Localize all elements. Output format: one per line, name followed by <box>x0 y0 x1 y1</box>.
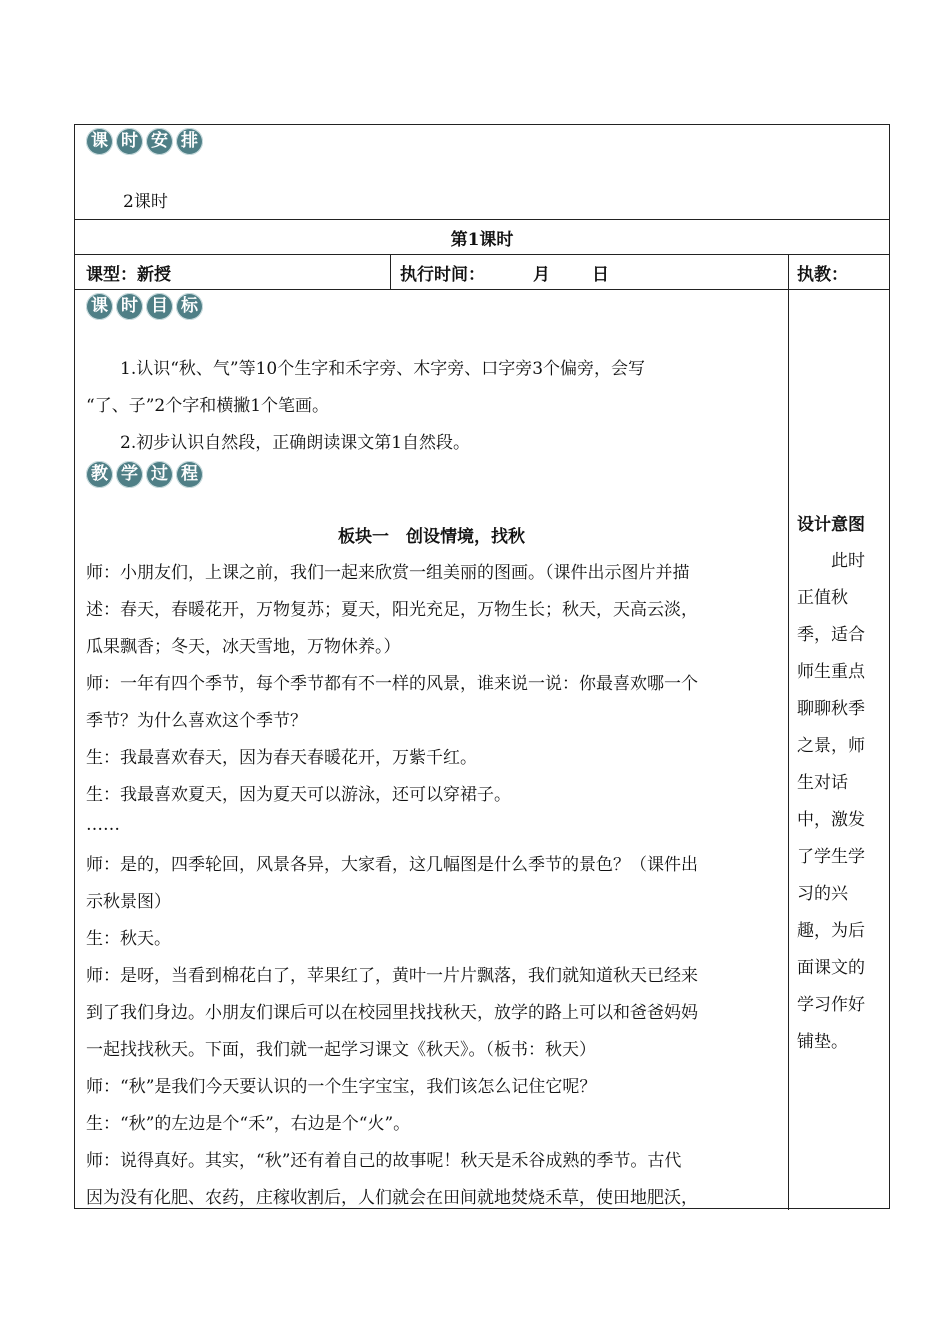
design-intent-line: 了学生学 <box>797 847 865 867</box>
badge-char: 程 <box>176 461 203 488</box>
teacher-label: 执教： <box>797 265 848 285</box>
design-intent-line: 季，适合 <box>797 625 865 645</box>
goal-line: 2.初步认识自然段，正确朗读课文第1自然段。 <box>120 433 471 453</box>
design-intent-line: 聊聊秋季 <box>797 699 865 719</box>
process-line: 师：一年有四个季节，每个季节都有不一样的风景，谁来说一说：你最喜欢哪一个 <box>86 674 698 694</box>
process-line: 师：小朋友们，上课之前，我们一起来欣赏一组美丽的图画。（课件出示图片并描 <box>86 563 690 583</box>
design-intent-line: 生对话 <box>797 773 848 793</box>
badge-char: 课 <box>86 128 113 155</box>
process-line: 一起找找秋天。下面，我们就一起学习课文《秋天》。（板书：秋天） <box>86 1040 596 1060</box>
lesson-type: 课型：新授 <box>86 265 171 285</box>
design-intent-line: 学习作好 <box>797 995 865 1015</box>
design-intent-line: 正值秋 <box>797 588 848 608</box>
process-line: 季节？为什么喜欢这个季节？ <box>86 711 307 731</box>
day-label: 日 <box>592 265 609 285</box>
process-line: 示秋景图） <box>86 892 171 912</box>
lesson-title: 第1课时 <box>450 230 514 250</box>
goal-line: “了、子”2个字和横撇1个笔画。 <box>86 396 330 416</box>
process-line: 师：说得真好。其实，“秋”还有着自己的故事呢！秋天是禾谷成熟的季节。古代 <box>86 1151 682 1171</box>
badge-char: 时 <box>116 293 143 320</box>
process-line: 生：“秋”的左边是个“禾”，右边是个“火”。 <box>86 1114 411 1134</box>
badge-char: 课 <box>86 293 113 320</box>
process-line: 瓜果飘香；冬天，冰天雪地，万物休养。） <box>86 637 401 657</box>
goal-line: 1.认识“秋、气”等10个生字和禾字旁、木字旁、口字旁3个偏旁，会写 <box>120 359 646 379</box>
design-intent-title: 设计意图 <box>797 515 865 535</box>
design-intent-line: 面课文的 <box>797 958 865 978</box>
process-line: 师：“秋”是我们今天要认识的一个生字宝宝，我们该怎么记住它呢？ <box>86 1077 597 1097</box>
process-line: 因为没有化肥、农药，庄稼收割后，人们就会在田间就地焚烧禾草，使田地肥沃， <box>86 1188 698 1208</box>
badge-char: 过 <box>146 461 173 488</box>
design-intent-line: 中，激发 <box>797 810 865 830</box>
design-intent-line: 铺垫。 <box>797 1032 848 1052</box>
process-line: 师：是的，四季轮回，风景各异，大家看，这几幅图是什么季节的景色？（课件出 <box>86 855 698 875</box>
design-intent-line: 此时 <box>831 551 865 571</box>
process-line: …… <box>86 815 120 835</box>
column-divider <box>390 254 391 289</box>
column-divider <box>788 254 789 1210</box>
design-intent-line: 师生重点 <box>797 662 865 682</box>
badge-char: 学 <box>116 461 143 488</box>
process-section-badge <box>86 461 203 488</box>
design-intent-line: 趣，为后 <box>797 921 865 941</box>
badge-char: 排 <box>176 128 203 155</box>
process-line: 述：春天，春暖花开，万物复苏；夏天，阳光充足，万物生长；秋天，天高云淡， <box>86 600 698 620</box>
process-line: 生：我最喜欢春天，因为春天春暖花开，万紫千红。 <box>86 748 477 768</box>
badge-char: 时 <box>116 128 143 155</box>
lesson-plan-table <box>74 124 890 1209</box>
design-intent-line: 习的兴 <box>797 884 848 904</box>
badge-char: 标 <box>176 293 203 320</box>
goals-section-badge <box>86 293 203 320</box>
row-divider <box>75 254 889 255</box>
process-line: 师：是呀，当看到棉花白了，苹果红了，黄叶一片片飘落，我们就知道秋天已经来 <box>86 966 698 986</box>
design-intent-line: 之景，师 <box>797 736 865 756</box>
process-line: 生：秋天。 <box>86 929 171 949</box>
execution-time-label: 执行时间： <box>400 265 485 285</box>
process-line: 生：我最喜欢夏天，因为夏天可以游泳，还可以穿裙子。 <box>86 785 511 805</box>
row-divider <box>75 289 889 290</box>
schedule-section-badge <box>86 128 203 155</box>
schedule-value: 2课时 <box>123 192 168 212</box>
row-divider <box>75 219 889 220</box>
block-title: 板块一 创设情境，找秋 <box>338 527 525 547</box>
badge-char: 目 <box>146 293 173 320</box>
badge-char: 安 <box>146 128 173 155</box>
process-line: 到了我们身边。小朋友们课后可以在校园里找找秋天，放学的路上可以和爸爸妈妈 <box>86 1003 698 1023</box>
month-label: 月 <box>533 265 550 285</box>
badge-char: 教 <box>86 461 113 488</box>
